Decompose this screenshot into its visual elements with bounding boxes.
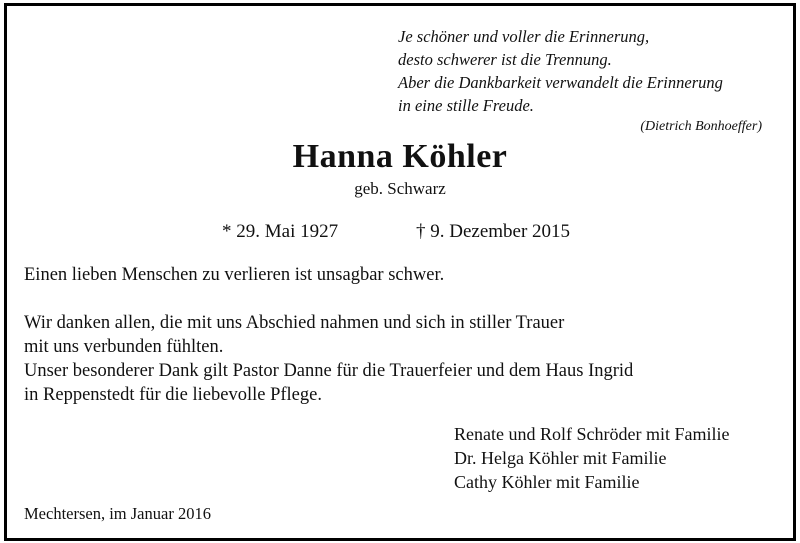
signers-block (454, 422, 729, 494)
quote-author: (Dietrich Bonhoeffer) (640, 119, 762, 134)
message-line: Einen lieben Menschen zu verlieren ist unsagbar schwer. (24, 265, 445, 285)
paragraph-spacer (24, 287, 744, 311)
quote-block (398, 25, 768, 137)
message-line: Wir danken allen, die mit uns Abschied nahmen und sich in stiller Trauer (24, 313, 565, 333)
obituary-notice (4, 3, 796, 541)
quote-line: in eine stille Freude. (398, 96, 534, 115)
message-text (24, 263, 744, 407)
message-line: in Reppenstedt für die liebevolle Pflege. (24, 385, 322, 405)
message-line: mit uns verbunden fühlten. (24, 337, 224, 357)
signer-name: Renate und Rolf Schröder mit Familie (454, 424, 730, 444)
message-line: Unser besonderer Dank gilt Pastor Danne für die Trauerfeier und dem Haus Ingrid (24, 361, 634, 381)
signer-name: Dr. Helga Köhler mit Familie (454, 448, 667, 468)
quote-line: desto schwerer ist die Trennung. (398, 50, 612, 69)
place-date: Mechtersen, im Januar 2016 (24, 504, 211, 523)
signer-name: Cathy Köhler mit Familie (454, 472, 640, 492)
birth-name: geb. Schwarz (354, 179, 446, 198)
death-date: † 9. Dezember 2015 (416, 221, 571, 242)
quote-line: Je schöner und voller die Erinnerung, (398, 27, 650, 46)
quote-line: Aber die Dankbarkeit verwandelt die Erinnerung (398, 73, 723, 92)
deceased-name: Hanna Köhler (292, 138, 508, 175)
birth-date: * 29. Mai 1927 (222, 221, 339, 242)
